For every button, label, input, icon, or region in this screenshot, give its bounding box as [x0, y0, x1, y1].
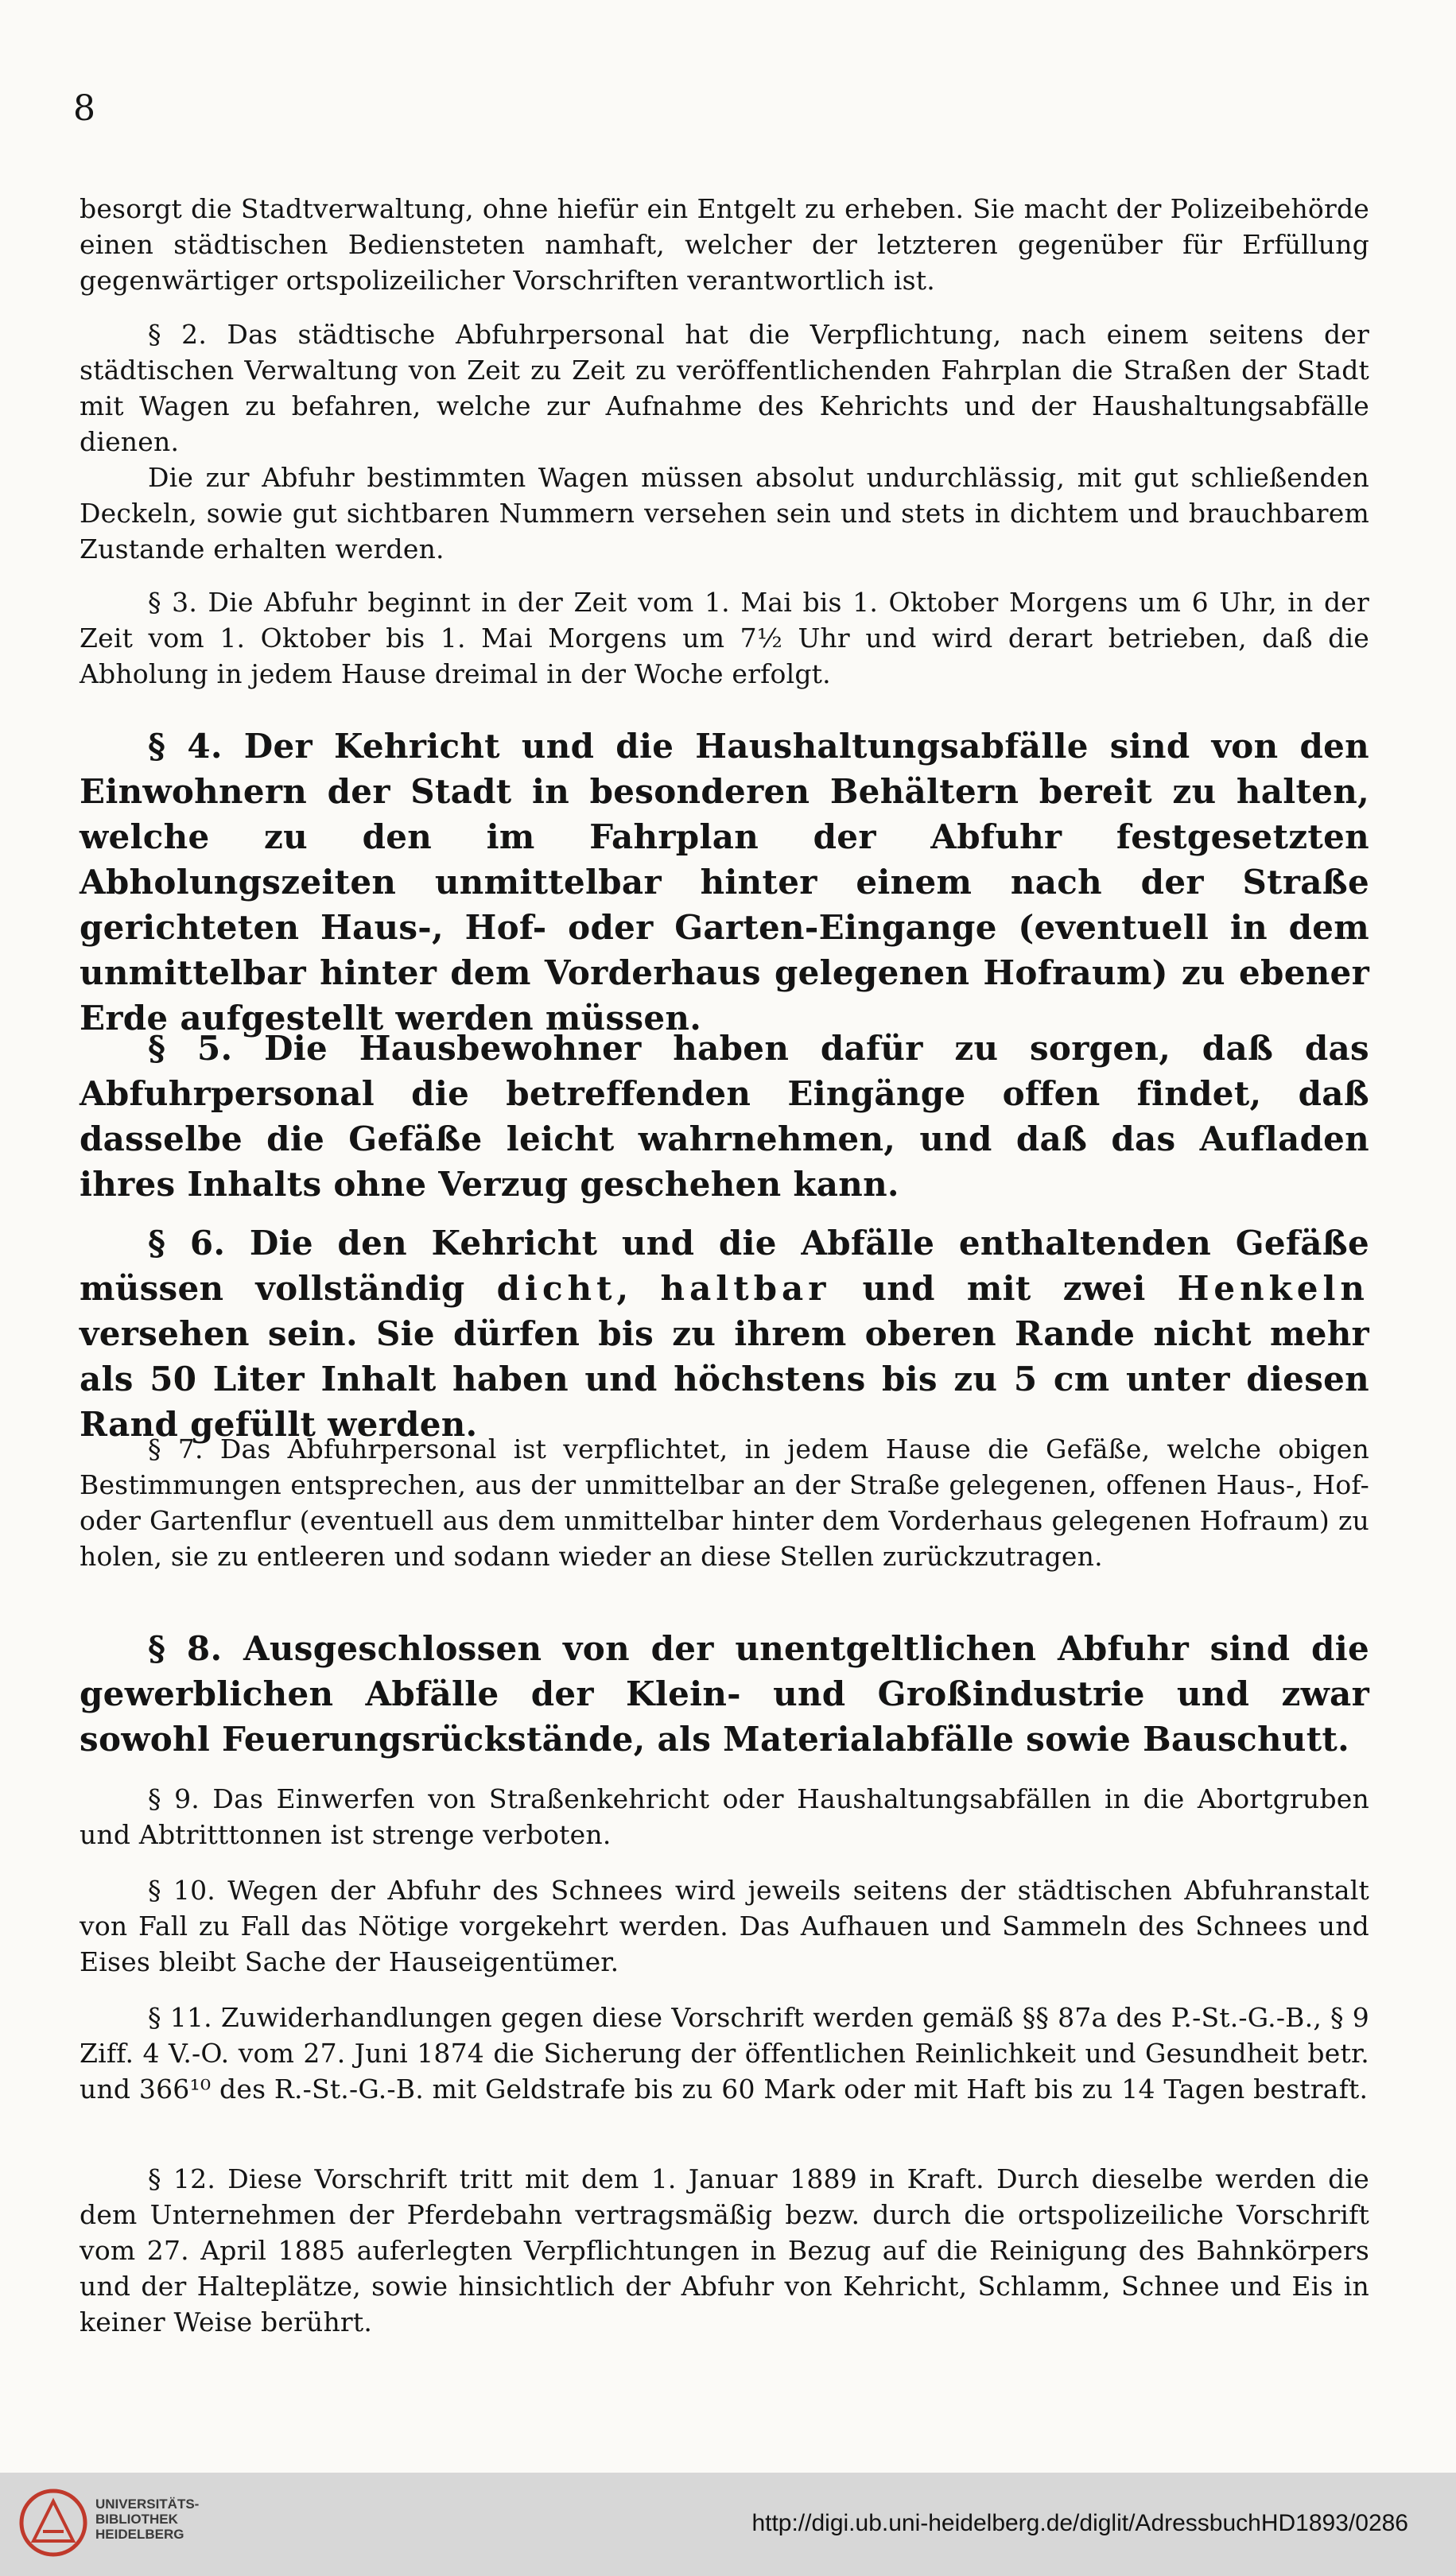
p6-henkeln: Henkeln: [1177, 1269, 1369, 1308]
footer-bar: [0, 2473, 1456, 2576]
page-number: 8: [73, 88, 95, 129]
p6-part-g: versehen sein. Sie dürfen bis zu ihrem oberen Rande nicht mehr als 50 Liter Inhalt haben und höchstens bis zu 5 cm unter diesen Rand gefüllt werden.: [80, 1314, 1369, 1444]
paragraph-6: [80, 1220, 1369, 1447]
library-name: [95, 2496, 223, 2542]
p6-dicht: dicht: [496, 1269, 617, 1308]
paragraph-5: § 5. Die Hausbewohner haben dafür zu sorgen, daß das Abfuhrpersonal die betreffenden Eingänge offen findet, daß dasselbe die Gefäße leicht wahrnehmen, und daß das Aufladen ihres Inhalts ohne Verzug geschehen kann.: [80, 1029, 1369, 1204]
paragraph-3: § 3. Die Abfuhr beginnt in der Zeit vom 1. Mai bis 1. Oktober Morgens um 6 Uhr, in der Zeit vom 1. Oktober bis 1. Mai Morgens um 7½ Uhr und wird derart betrieben, daß die Abholung in jedem Hause dreimal in der Woche erfolgt.: [80, 587, 1369, 689]
paragraph-8: § 8. Ausgeschlossen von der unentgeltlichen Abfuhr sind die gewerblichen Abfälle der Klein- und Großindustrie und zwar sowohl Feuerungsrückstände, als Materialabfälle sowie Bauschutt.: [80, 1629, 1369, 1759]
p6-part-a: § 6. Die den Kehricht und die Abfälle enthaltenden Gefäße müssen vollständig: [80, 1224, 1369, 1308]
library-seal-icon: [17, 2487, 89, 2559]
source-url-link[interactable]: http://digi.ub.uni-heidelberg.de/diglit/AdressbuchHD1893/0286: [751, 2510, 1408, 2536]
paragraph-11: § 11. Zuwiderhandlungen gegen diese Vorschrift werden gemäß §§ 87a des P.-St.-G.-B., § 9 Ziff. 4 V.-O. vom 27. Juni 1874 die Sicherung der öffentlichen Reinlichkeit und Gesundheit betr. und 366¹⁰ des R.-St.-G.-B. mit Geldstrafe bis zu 60 Mark oder mit Haft bis zu 14 Tagen bestraft.: [80, 2002, 1369, 2105]
paragraph-2b: Die zur Abfuhr bestimmten Wagen müssen absolut undurchlässig, mit gut schließenden Deckeln, sowie gut sichtbaren Nummern versehen sein und stets in dichtem und brauchbarem Zustande erhalten werden.: [80, 462, 1369, 564]
library-line-2: BIBLIOTHEK: [95, 2512, 178, 2527]
library-line-1: UNIVERSITÄTS-: [95, 2496, 200, 2512]
paragraph-2a: § 2. Das städtische Abfuhrpersonal hat die Verpflichtung, nach einem seitens der städtischen Verwaltung von Zeit zu Zeit zu veröffentlichenden Fahrplan die Straßen der Stadt mit Wagen zu befahren, welche zur Aufnahme des Kehrichts und der Haushaltungsabfälle dienen.: [80, 319, 1369, 457]
paragraph-9: § 9. Das Einwerfen von Straßenkehricht oder Haushaltungsabfällen in die Abortgruben und Abtritttonnen ist strenge verboten.: [80, 1783, 1369, 1850]
p6-part-e: und mit zwei: [830, 1269, 1178, 1308]
library-line-3: HEIDELBERG: [95, 2527, 184, 2542]
paragraph-4: § 4. Der Kehricht und die Haushaltungsabfälle sind von den Einwohnern der Stadt in besonderen Behältern bereit zu halten, welche zu den im Fahrplan der Abfuhr festgesetzten Abholungszeiten unmittelbar hinter einem nach der Straße gerichteten Haus-, Hof- oder Garten-Eingange (eventuell in dem unmittelbar hinter dem Vorderhaus gelegenen Hofraum) zu ebener Erde aufgestellt werden müssen.: [80, 727, 1369, 1038]
p6-part-c: ,: [616, 1269, 661, 1308]
p6-haltbar: haltbar: [660, 1269, 831, 1308]
paragraph-12: § 12. Diese Vorschrift tritt mit dem 1. Januar 1889 in Kraft. Durch dieselbe werden die dem Unternehmen der Pferdebahn vertragsmäßig bezw. durch die ortspolizeiliche Vorschrift vom 27. April 1885 auferlegten Verpflichtungen in Bezug auf die Reinigung des Bahnkörpers und der Halteplätze, sowie hinsichtlich der Abfuhr von Kehricht, Schlamm, Schnee und Eis in keiner Weise berührt.: [80, 2163, 1369, 2337]
paragraph-7: § 7. Das Abfuhrpersonal ist verpflichtet, in jedem Hause die Gefäße, welche obigen Bestimmungen entsprechen, aus der unmittelbar an der Straße gelegenen, offenen Haus-, Hof- oder Gartenflur (eventuell aus dem unmittelbar hinter dem Vorderhaus gelegenen Hofraum) zu holen, sie zu entleeren und sodann wieder an diese Stellen zurückzutragen.: [80, 1433, 1369, 1572]
paragraph-10: § 10. Wegen der Abfuhr des Schnees wird jeweils seitens der städtischen Abfuhranstalt von Fall zu Fall das Nötige vorgekehrt werden. Das Aufhauen und Sammeln des Schnees und Eises bleibt Sache der Hauseigentümer.: [80, 1875, 1369, 1977]
paragraph-intro: besorgt die Stadtverwaltung, ohne hiefür ein Entgelt zu erheben. Sie macht der Polizeibehörde einen städtischen Bediensteten namhaft, welcher der letzteren gegenüber für Erfüllung gegenwärtiger ortspolizeilicher Vorschriften verantwortlich ist.: [80, 193, 1369, 296]
